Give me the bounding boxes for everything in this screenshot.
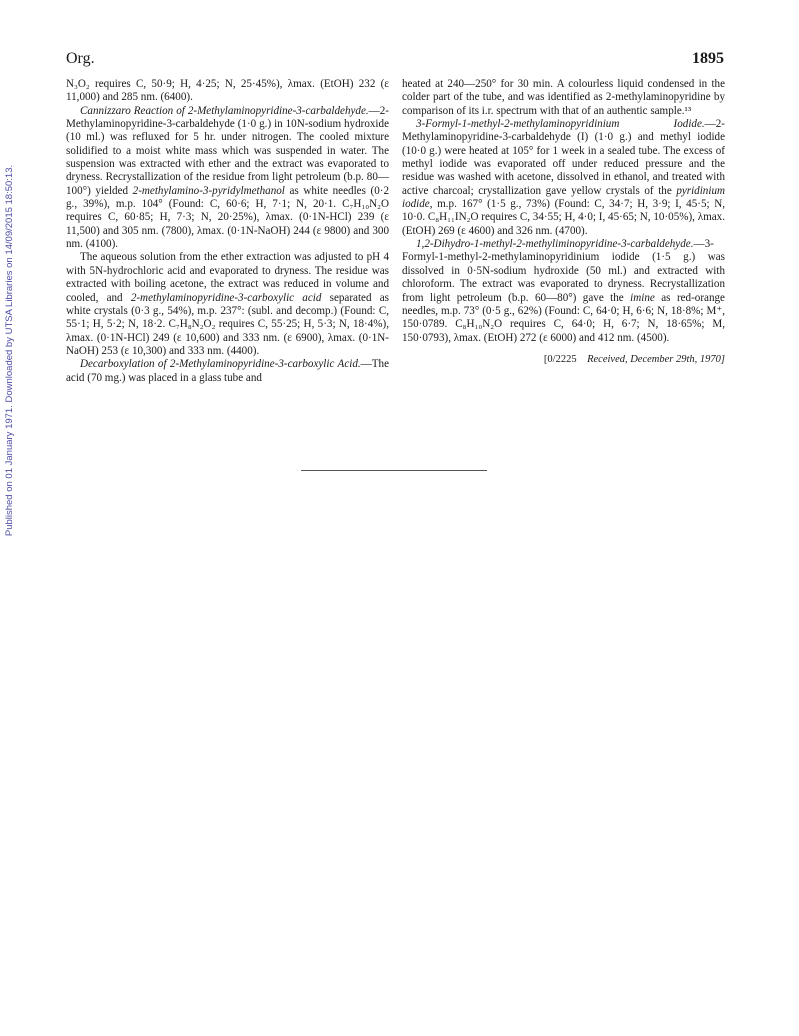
compound-name: 2-methylaminopyridine-3-carboxylic acid [130, 291, 322, 304]
paragraph-text: as white needles (0·2 g., 39%), m.p. 104° (Found: C, 60·6; H, 7·1; N, 20·1. C₇H₁₀N₂O requires C, 60·85; H, 7·3; N, 20·25%), λmax. (0·1N-HCl) 239 (ε 11,500) and 305 nm. (7800), λmax. (0·1N-NaOH) 244 (ε 9800) and 300 nm. (4100). [66, 184, 389, 251]
download-stamp [3, 80, 17, 620]
received-date: Received, December 29th, 1970] [587, 353, 725, 365]
page-number: 1895 [692, 50, 724, 67]
paragraph [66, 78, 389, 105]
paragraph [402, 118, 725, 238]
end-rule [301, 470, 487, 471]
section-heading: 3-Formyl-1-methyl-2-methylaminopyridinium Iodide. [416, 118, 705, 131]
paragraph-text: separated as white crystals (0·3 g., 54%), m.p. 237°: (subl. and decomp.) (Found: C, 55·1; H, 5·2; N, 18·2. C₇H₈N₂O₂ requires C, 55·25; H, 5·3; N, 18·4%), λmax. (0·1N-HCl) 249 (ε 10,600) and 333 nm. (ε 6900), λmax. (0·1N-NaOH) 253 (ε 10,300) and 333 nm. (4400). [66, 291, 389, 357]
paragraph-text: heated at 240—250° for 30 min. A colourless liquid condensed in the colder part of the tube, and was identified as 2-methylaminopyridine by comparison of its i.r. spectrum with that of an authentic sample.¹³ [402, 78, 725, 117]
download-stamp-text: Published on 01 January 1971. Downloaded by UTSA Libraries on 14/09/2015 18:50:13. [4, 164, 16, 536]
paragraph-text: —The acid (70 mg.) was placed in a glass tube and [66, 358, 389, 384]
section-heading: Decarboxylation of 2-Methylaminopyridine-3-carboxylic Acid. [80, 358, 361, 371]
paragraph-text: , m.p. 167° (1·5 g., 73%) (Found: C, 34·7; H, 3·9; I, 45·5; N, 10·0. C₈H₁₁IN₂O requires C, 34·55; H, 4·0; I, 45·65; N, 10·05%), λmax. (EtOH) 269 (ε 4600) and 326 nm. (4700). [402, 198, 725, 237]
received-line [402, 353, 725, 366]
paragraph [402, 238, 725, 345]
paragraph-text: —2-Methylaminopyridine-3-carbaldehyde (1·0 g.) in 10N-sodium hydroxide (10 ml.) was refluxed for 5 hr. under nitrogen. The cooled mixture solidified to a moist white mass which was suspended in water. The suspension was extracted with ether and the extract was evaporated to dryness. Recrystallization of the residue from light petroleum (b.p. 80—100°) yielded [66, 104, 389, 197]
right-column [402, 78, 725, 366]
paragraph-text: —3-Formyl-1-methyl-2-methylaminopyridinium iodide (1·5 g.) was dissolved in 0·5N-sodium hydroxide (50 ml.) and extracted with chloroform. The extract was evaporated to dryness. Recrystallization from light petroleum (b.p. 60—80°) gave the [402, 238, 725, 304]
compound-name: 2-methylamino-3-pyridylmethanol [132, 184, 285, 197]
paragraph [66, 105, 389, 252]
section-heading: Cannizzaro Reaction of 2-Methylaminopyridine-3-carbaldehyde. [80, 104, 369, 117]
paragraph-text: —2-Methylaminopyridine-3-carbaldehyde (I) (1·0 g.) and methyl iodide (10·0 g.) were heated at 105° for 1 week in a sealed tube. The excess of methyl iodide was evaporated off under reduced pressure and the residue was washed with acetone, dissolved in ethanol, and treated with active charcoal; crystallization gave yellow crystals of the [402, 118, 725, 197]
paragraph [402, 78, 725, 118]
section-heading: 1,2-Dihydro-1-methyl-2-methyliminopyridine-3-carbaldehyde. [416, 238, 694, 251]
page-header [66, 50, 724, 68]
journal-name: Org. [66, 50, 95, 67]
paragraph-text: The aqueous solution from the ether extraction was adjusted to pH 4 with 5N-hydrochloric acid and evaporated to dryness. The residue was extracted with boiling acetone, the extract was reduced in volume and cooled, and [66, 251, 389, 304]
left-column [66, 78, 389, 385]
compound-name: pyridinium iodide [402, 184, 725, 211]
paragraph [66, 251, 389, 358]
paragraph [66, 358, 389, 385]
compound-name: imine [630, 291, 655, 304]
paragraph-text: as red-orange needles, m.p. 73° (0·5 g., 62%) (Found: C, 64·0; H, 6·6; N, 18·8%; M⁺, 150·0789. C₈H₁₀N₂O requires C, 64·0; H, 6·7; N, 18·65%; M, 150·0793), λmax. (EtOH) 272 (ε 6000) and 412 nm. (4500). [402, 291, 725, 344]
paragraph-text: N₃O₂ requires C, 50·9; H, 4·25; N, 25·45%), λmax. (EtOH) 232 (ε 11,000) and 285 nm. (6400). [66, 78, 389, 104]
manuscript-code: [0/2225 [543, 353, 577, 365]
